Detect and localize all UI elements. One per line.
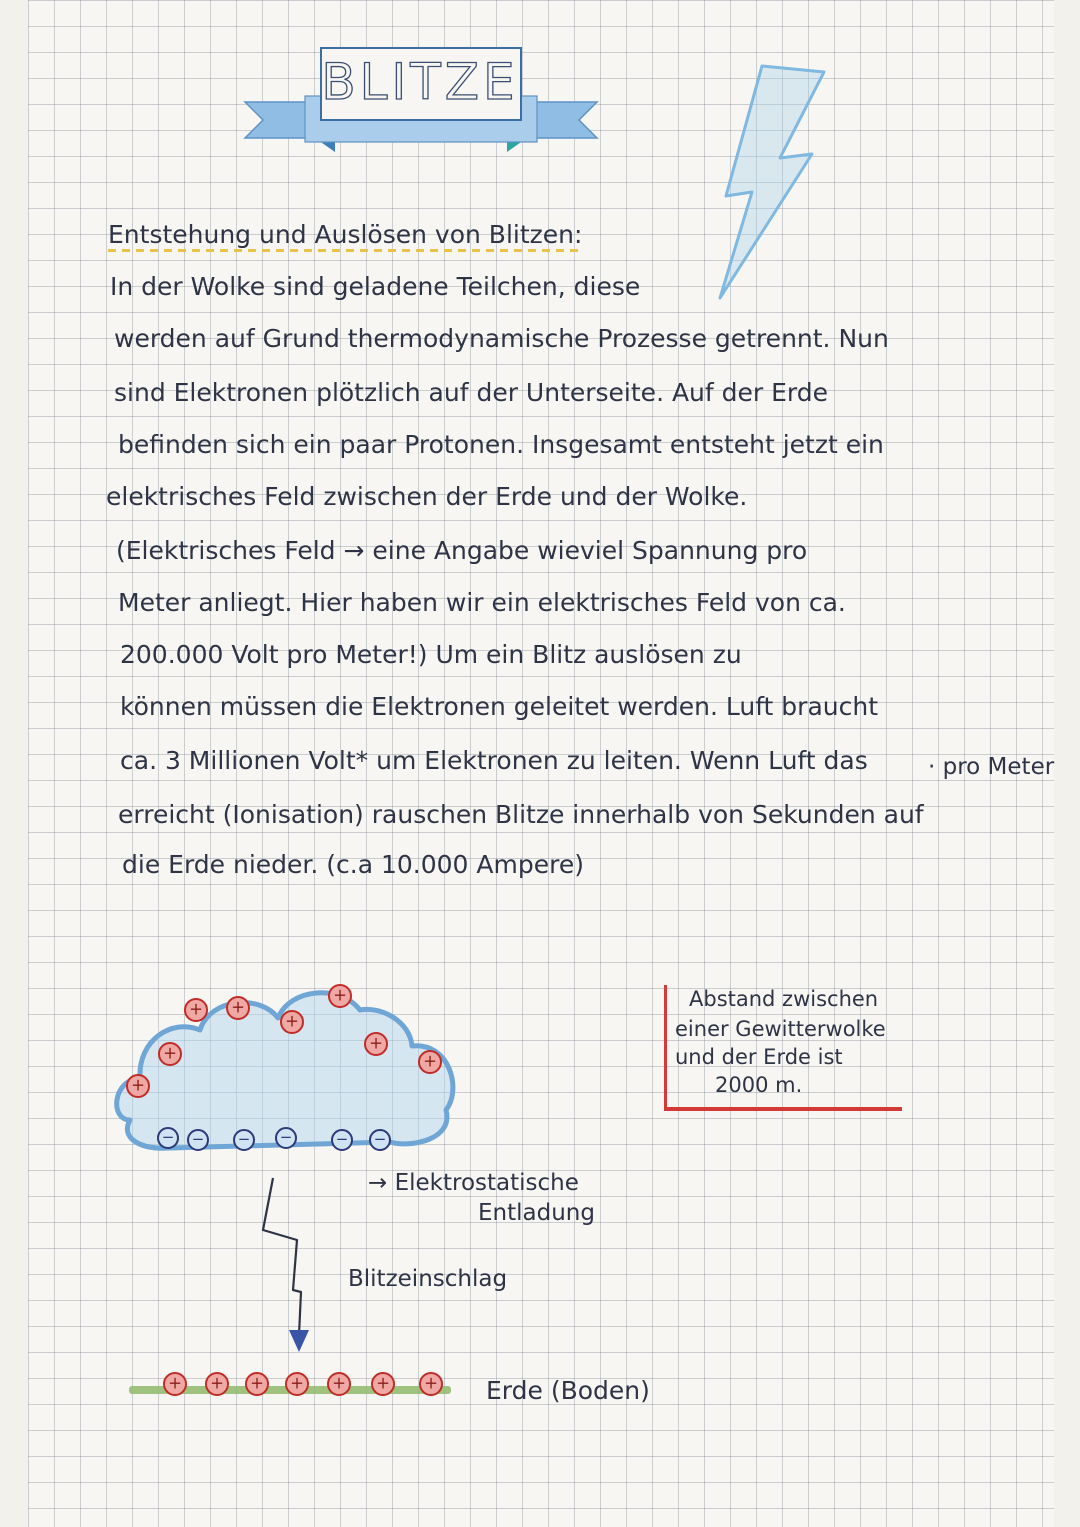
lightning-bolt-icon: [712, 62, 832, 302]
proton-icon: [328, 1373, 350, 1395]
page-title: BLITZE: [321, 53, 519, 111]
electron-icon: [234, 1130, 254, 1150]
svg-text:−: −: [279, 1128, 293, 1147]
svg-text:+: +: [332, 1373, 346, 1393]
body-line: sind Elektronen plötzlich auf der Unterseite. Auf der Erde: [114, 378, 829, 407]
body-line: werden auf Grund thermodynamische Prozesse getrennt. Nun: [114, 324, 889, 353]
body-line: können müssen die Elektronen geleitet werden. Luft braucht: [120, 692, 879, 721]
proton-icon: [227, 997, 249, 1019]
svg-text:+: +: [168, 1373, 182, 1393]
proton-icon: [329, 985, 351, 1007]
svg-text:−: −: [191, 1130, 205, 1149]
electron-icon: [276, 1128, 296, 1148]
svg-text:+: +: [290, 1373, 304, 1393]
entladung-label: → Elektrostatische: [368, 1170, 579, 1196]
proton-icon: [159, 1043, 181, 1065]
svg-text:+: +: [423, 1051, 437, 1071]
body-line: elektrisches Feld zwischen der Erde und der Wolke.: [106, 482, 748, 511]
electron-icon: [332, 1130, 352, 1150]
electron-icon: [188, 1130, 208, 1150]
body-line: Meter anliegt. Hier haben wir ein elektrisches Feld von ca.: [118, 588, 846, 617]
proton-icon: [372, 1373, 394, 1395]
distance-info-box: [664, 985, 902, 1111]
body-line: In der Wolke sind geladene Teilchen, diese: [110, 272, 641, 301]
svg-text:−: −: [335, 1130, 349, 1149]
svg-text:+: +: [369, 1033, 383, 1053]
proton-icon: [246, 1373, 268, 1395]
proton-icon: [281, 1011, 303, 1033]
proton-icon: [419, 1051, 441, 1073]
svg-text:+: +: [131, 1075, 145, 1095]
svg-text:−: −: [161, 1128, 175, 1147]
svg-text:−: −: [373, 1130, 387, 1149]
proton-icon: [365, 1033, 387, 1055]
body-line: befinden sich ein paar Protonen. Insgesamt entsteht jetzt ein: [118, 430, 884, 459]
info-line: einer Gewitterwolke: [675, 1017, 886, 1041]
svg-text:+: +: [231, 997, 245, 1017]
info-line: 2000 m.: [715, 1073, 803, 1097]
proton-icon: [206, 1373, 228, 1395]
cloud-diagram: [110, 970, 470, 1170]
einschlag-label: Blitzeinschlag: [348, 1266, 508, 1292]
svg-text:+: +: [376, 1373, 390, 1393]
proton-icon: [127, 1075, 149, 1097]
svg-text:+: +: [163, 1043, 177, 1063]
svg-text:+: +: [189, 999, 203, 1019]
electron-icon: [370, 1130, 390, 1150]
margin-note: · pro Meter: [928, 754, 1055, 780]
entladung-label: Entladung: [478, 1200, 595, 1226]
body-line: erreicht (Ionisation) rauschen Blitze innerhalb von Sekunden auf: [118, 800, 924, 829]
proton-icon: [164, 1373, 186, 1395]
svg-text:−: −: [237, 1130, 251, 1149]
proton-icon: [420, 1373, 442, 1395]
section-heading: Entstehung und Auslösen von Blitzen:: [108, 220, 582, 252]
proton-icon: [286, 1373, 308, 1395]
info-line: Abstand zwischen: [689, 987, 879, 1011]
body-line: die Erde nieder. (c.a 10.000 Ampere): [122, 850, 584, 879]
svg-text:+: +: [285, 1011, 299, 1031]
svg-text:+: +: [250, 1373, 264, 1393]
info-line: und der Erde ist: [675, 1045, 843, 1069]
lightning-strike-icon: [255, 1170, 335, 1360]
body-line: (Elektrisches Feld → eine Angabe wieviel Spannung pro: [116, 536, 808, 565]
svg-text:+: +: [424, 1373, 438, 1393]
body-line: 200.000 Volt pro Meter!) Um ein Blitz auslösen zu: [120, 640, 742, 669]
proton-icon: [185, 999, 207, 1021]
ground-diagram: [125, 1360, 455, 1410]
electron-icon: [158, 1128, 178, 1148]
svg-text:+: +: [333, 985, 347, 1005]
svg-text:+: +: [210, 1373, 224, 1393]
body-line: ca. 3 Millionen Volt* um Elektronen zu leiten. Wenn Luft das: [120, 746, 868, 775]
ground-label: Erde (Boden): [486, 1376, 650, 1405]
